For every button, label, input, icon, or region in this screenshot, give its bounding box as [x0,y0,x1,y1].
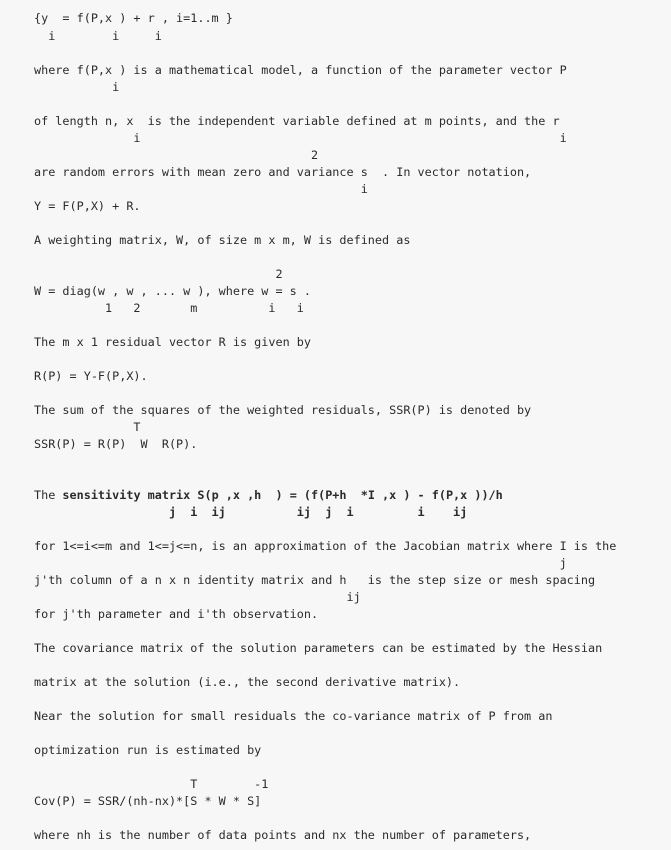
text-fragment: The [34,488,63,502]
subscript-line: ij [34,590,361,604]
subscript-line: i [34,80,120,94]
equation-vector: Y = F(P,X) + R. [34,199,141,213]
text-line: of length n, x is the independent variable defined at m points, and the r [34,114,560,128]
subscript-line: i i [34,131,567,145]
subscript-line: j i ij ij j i i ij [34,505,468,519]
superscript-line: 2 [34,148,319,162]
text-line: where nh is the number of data points and nx the number of parameters, [34,828,532,842]
superscript-line: T [34,420,141,434]
subscript-line: i [34,182,368,196]
text-line: Near the solution for small residuals the co-variance matrix of P from an [34,709,553,723]
equation-model-set: {y = f(P,x ) + r , i=1..m } [34,11,233,25]
subscript-line: j [34,556,567,570]
equation-ssr: SSR(P) = R(P) W R(P). [34,437,198,451]
text-line: The m x 1 residual vector R is given by [34,335,311,349]
subscript-line: i i i [34,29,162,43]
text-line: matrix at the solution (i.e., the second derivative matrix). [34,675,461,689]
text-line: A weighting matrix, W, of size m x m, W is defined as [34,233,411,247]
sensitivity-matrix-definition: sensitivity matrix S(p ,x ,h ) = (f(P+h *I ,x ) - f(P,x ))/h [62,488,503,502]
subscript-line: 1 2 m i i [34,301,304,315]
text-line: The sum of the squares of the weighted residuals, SSR(P) is denoted by [34,403,532,417]
text-line: j'th column of a n x n identity matrix and h is the step size or mesh spacing [34,573,596,587]
text-line: are random errors with mean zero and variance s . In vector notation, [34,165,532,179]
superscript-line: 2 [34,267,283,281]
text-line: The covariance matrix of the solution parameters can be estimated by the Hessian [34,641,603,655]
text-line: optimization run is estimated by [34,743,262,757]
equation-weight-matrix: W = diag(w , w , ... w ), where w = s . [34,284,311,298]
equation-covariance: Cov(P) = SSR/(nh-nx)*[S * W * S] [34,794,262,808]
equation-residual: R(P) = Y-F(P,X). [34,369,148,383]
text-line: for 1<=i<=m and 1<=j<=n, is an approximation of the Jacobian matrix where I is the [34,539,617,553]
text-line: for j'th parameter and i'th observation. [34,607,319,621]
text-line: where f(P,x ) is a mathematical model, a function of the parameter vector P [34,63,567,77]
sensitivity-line [34,488,503,502]
superscript-line: T -1 [34,777,269,791]
